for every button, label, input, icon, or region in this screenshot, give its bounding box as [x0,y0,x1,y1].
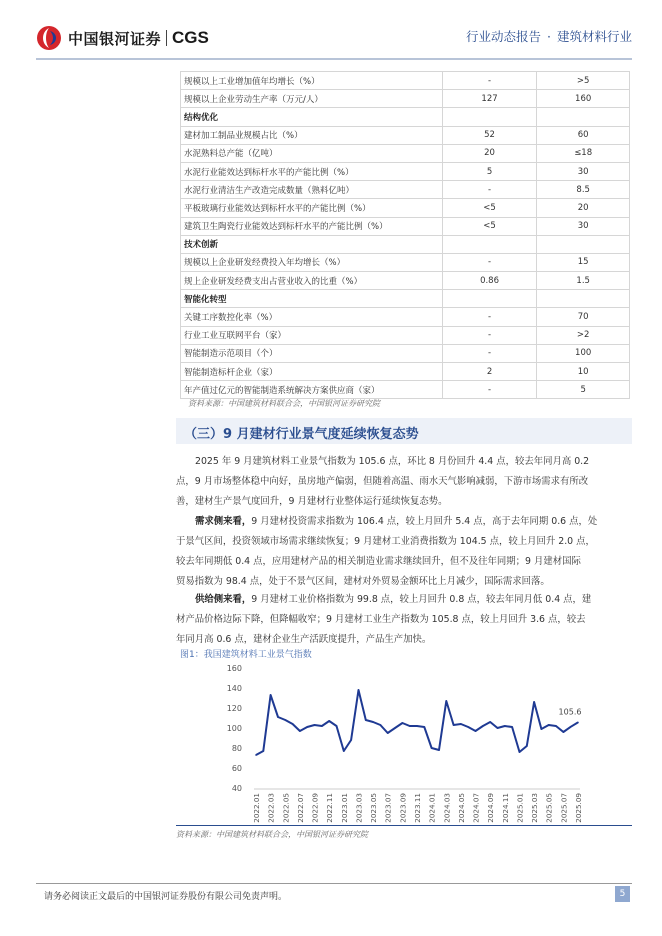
value-2020-cell: - [442,308,537,326]
y-tick-label: 100 [226,724,242,733]
value-2020-cell [442,235,537,253]
paragraph-line: 较去年同期低 0.4 点，应用建材产品的相关制造业需求继续回升，但不及往年同期；9 月建材国际 [176,556,581,567]
table-row [181,381,630,399]
last-value-label: 105.6 [558,707,582,717]
data-point [453,724,455,726]
industry-name: 建筑材料行业 [556,29,632,44]
data-point [343,750,345,752]
value-2020-cell [442,290,537,308]
data-point [409,725,411,727]
data-point [533,701,535,703]
paragraph-lead: 需求侧来看， [195,516,252,527]
indicator-table [180,71,630,399]
section-heading [176,418,632,444]
x-tick-label: 2024.11 [500,793,510,823]
data-point [548,724,550,726]
x-tick-label: 2025.09 [574,793,583,823]
paragraph-line: 年同月高 0.6 点，建材企业生产活跃度提升，产品生产加快。 [176,634,432,645]
paragraph-line: 点，9 月市场整体稳中向好，虽房地产偏弱，但随着高温、雨水天气影响减弱，下游市场需求有所改 [176,476,589,487]
target-2025-cell: 70 [537,308,630,326]
table-row [181,308,630,326]
table-section-row [181,235,630,253]
data-point [336,725,338,727]
indicator-name-cell: 建筑卫生陶瓷行业能效达到标杆水平的产能比例（%） [181,217,443,235]
value-2020-cell: 0.86 [442,272,537,290]
indicator-name-cell: 规上企业研发经费支出占营业收入的比重（%） [181,272,443,290]
y-tick-label: 80 [231,744,242,753]
x-tick-label: 2023.07 [383,793,393,823]
indicator-name-cell: 水泥行业能效达到标杆水平的产能比例（%） [181,162,443,180]
logo-chinese-text: 中国银河证券 [68,29,162,48]
logo-english-text: CGS [172,28,209,47]
data-point [284,719,286,721]
indicator-name-cell: 规模以上企业研发经费投入年均增长（%） [181,253,443,271]
table-row [181,253,630,271]
page-number: 5 [615,886,630,902]
figure-source: 资料来源：中国建筑材料联合会，中国银河证券研究院 [176,830,368,839]
data-point [314,724,316,726]
target-2025-cell [537,108,630,126]
data-point [563,731,565,733]
indicator-name-cell: 行业工业互联网平台（家） [181,326,443,344]
value-2020-cell: - [442,381,537,399]
value-2020-cell: 5 [442,162,537,180]
value-2020-cell: <5 [442,199,537,217]
indicator-name-cell: 技术创新 [181,235,443,253]
target-2025-cell: ≤18 [537,144,630,162]
data-point [263,750,265,752]
x-tick-label: 2024.03 [442,793,452,823]
table-row [181,90,630,108]
target-2025-cell: 15 [537,253,630,271]
indicator-name-cell: 水泥行业清洁生产改造完成数量（熟料亿吨） [181,181,443,199]
x-tick-label: 2024.07 [471,793,481,823]
data-point [365,719,367,721]
x-tick-label: 2023.05 [369,793,379,823]
x-tick-label: 2022.03 [266,793,276,823]
target-2025-cell: 100 [537,344,630,362]
data-point [328,720,330,722]
y-tick-label: 120 [226,704,242,713]
data-point [511,726,513,728]
table-row [181,363,630,381]
table-row [181,144,630,162]
value-2020-cell: 127 [442,90,537,108]
data-point [387,732,389,734]
report-type: 行业动态报告 [465,29,541,44]
target-2025-cell: 1.5 [537,272,630,290]
x-tick-label: 2025.03 [530,793,540,823]
data-point [431,747,433,749]
header-separator: · [547,29,551,44]
target-2025-cell [537,290,630,308]
target-2025-cell: 60 [537,126,630,144]
paragraph-line: 2025 年 9 月建筑材料工业景气指数为 105.6 点，环比 8 月份回升 4.4 点，较去年同月高 0.2 [195,456,590,467]
value-2020-cell: 20 [442,144,537,162]
data-point [577,722,579,724]
table-source: 资料来源：中国建筑材料联合会，中国银河证券研究院 [188,399,380,408]
paragraph-text: 9 月建材投资需求指数为 106.4 点，较上月回升 5.4 点，高于去年同期 0.6 点，处 [251,516,598,527]
data-point [292,723,294,725]
data-point [489,721,491,723]
x-tick-label: 2025.07 [559,793,569,823]
paragraph-line [176,512,632,532]
y-tick-label: 140 [226,684,242,693]
value-2020-cell: <5 [442,217,537,235]
figure-title: 图1：我国建筑材料工业景气指数 [180,650,312,660]
value-2020-cell: - [442,326,537,344]
data-point [526,745,528,747]
value-2020-cell: 2 [442,363,537,381]
data-point [350,739,352,741]
value-2020-cell: - [442,72,537,90]
x-tick-label: 2022.05 [281,793,291,823]
data-point [504,725,506,727]
x-tick-label: 2022.11 [325,793,335,823]
target-2025-cell: 30 [537,217,630,235]
data-point [358,689,360,691]
indicator-name-cell: 水泥熟料总产能（亿吨） [181,144,443,162]
paragraph-line: 于景气区间，投资领域市场需求继续恢复；9 月建材工业消费指数为 104.5 点，较上月回升 2.0 点， [176,536,595,547]
data-point [380,724,382,726]
indicator-name-cell: 建材加工制品业规模占比（%） [181,126,443,144]
indicator-name-cell: 平板玻璃行业能效达到标杆水平的产能比例（%） [181,199,443,217]
x-tick-label: 2025.01 [515,793,525,823]
data-point [306,726,308,728]
data-point [394,727,396,729]
target-2025-cell: 10 [537,363,630,381]
value-2020-cell: - [442,344,537,362]
data-point [299,730,301,732]
x-tick-label: 2024.05 [456,793,466,823]
data-point [497,727,499,729]
paragraph-overview [176,452,632,512]
value-2020-cell: - [442,253,537,271]
x-tick-label: 2022.01 [252,793,261,823]
header-divider [36,58,632,60]
data-point [321,725,323,727]
paragraph-line: 贸易指数为 98.4 点，处于不景气区间，建材对外贸易金额环比上月减少，国际需求回落。 [176,576,550,587]
logo-divider [166,30,167,46]
paragraph-lead: 供给侧来看， [195,594,252,605]
paragraph-text: 9 月建材工业价格指数为 99.8 点，较上月回升 0.8 点，较去年同月低 0.4 点，建 [251,594,592,605]
table-row [181,126,630,144]
x-tick-label: 2023.09 [398,793,408,823]
indicator-name-cell: 关键工序数控化率（%） [181,308,443,326]
indicator-name-cell: 结构优化 [181,108,443,126]
data-point [475,730,477,732]
value-2020-cell: - [442,181,537,199]
data-point [467,726,469,728]
x-tick-label: 2024.01 [427,793,437,823]
data-point [402,722,404,724]
indicator-name-cell: 规模以上企业劳动生产率（万元/人） [181,90,443,108]
target-2025-cell: 30 [537,162,630,180]
series-line [256,690,578,755]
table-row [181,162,630,180]
table-section-row [181,290,630,308]
data-point [416,725,418,727]
data-point [460,723,462,725]
indicator-name-cell: 智能制造标杆企业（家） [181,363,443,381]
indicator-name-cell: 年产值过亿元的智能制造系统解决方案供应商（家） [181,381,443,399]
indicator-name-cell: 智能化转型 [181,290,443,308]
table-row [181,72,630,90]
value-2020-cell [442,108,537,126]
table-row [181,181,630,199]
target-2025-cell: 160 [537,90,630,108]
data-point [424,726,426,728]
data-point [555,725,557,727]
x-tick-label: 2022.07 [295,793,305,823]
table-row [181,217,630,235]
indicator-name-cell: 智能制造示范项目（个） [181,344,443,362]
table-row [181,326,630,344]
paragraph-line [176,590,632,610]
target-2025-cell: >2 [537,326,630,344]
x-tick-label: 2023.11 [413,793,422,823]
target-2025-cell: 8.5 [537,181,630,199]
prosperity-index-chart [176,660,632,825]
figure-bottom-rule [176,825,632,826]
data-point [372,721,374,723]
page-header [0,0,662,60]
target-2025-cell [537,235,630,253]
data-point [482,725,484,727]
x-tick-label: 2023.01 [339,793,349,823]
table-row [181,199,630,217]
x-tick-label: 2022.09 [310,793,320,823]
value-2020-cell: 52 [442,126,537,144]
table-row [181,272,630,290]
footer-divider [36,883,632,884]
table-section-row [181,108,630,126]
y-tick-label: 60 [231,764,242,773]
data-point [270,694,272,696]
target-2025-cell: 20 [537,199,630,217]
data-point [277,716,279,718]
y-tick-label: 40 [231,784,242,793]
data-point [519,751,521,753]
target-2025-cell: 5 [537,381,630,399]
cgs-logo-icon [36,25,62,51]
data-point [255,754,257,756]
y-tick-label: 160 [226,664,242,673]
company-logo [36,24,209,52]
paragraph-line: 材产品价格边际下降，但降幅收窄；9 月建材工业生产指数为 105.8 点，较上月回升 3.6 点，较去 [176,614,586,625]
x-tick-label: 2025.05 [544,793,554,823]
data-point [541,728,543,730]
table-row [181,344,630,362]
data-point [438,749,440,751]
section-heading-text: （三）9 月建材行业景气度延续恢复态势 [184,427,419,442]
x-tick-label: 2023.03 [354,793,364,823]
paragraph-demand-side [176,512,632,592]
indicator-name-cell: 规模以上工业增加值年均增长（%） [181,72,443,90]
paragraph-line: 善，建材生产景气度回升，9 月建材行业整体运行延续恢复态势。 [176,496,448,507]
x-tick-label: 2024.09 [486,793,496,823]
paragraph-supply-side [176,590,632,650]
report-category [466,27,632,45]
target-2025-cell: >5 [537,72,630,90]
disclaimer-text: 请务必阅读正文最后的中国银河证券股份有限公司免责声明。 [44,892,288,902]
data-point [570,726,572,728]
data-point [445,700,447,702]
